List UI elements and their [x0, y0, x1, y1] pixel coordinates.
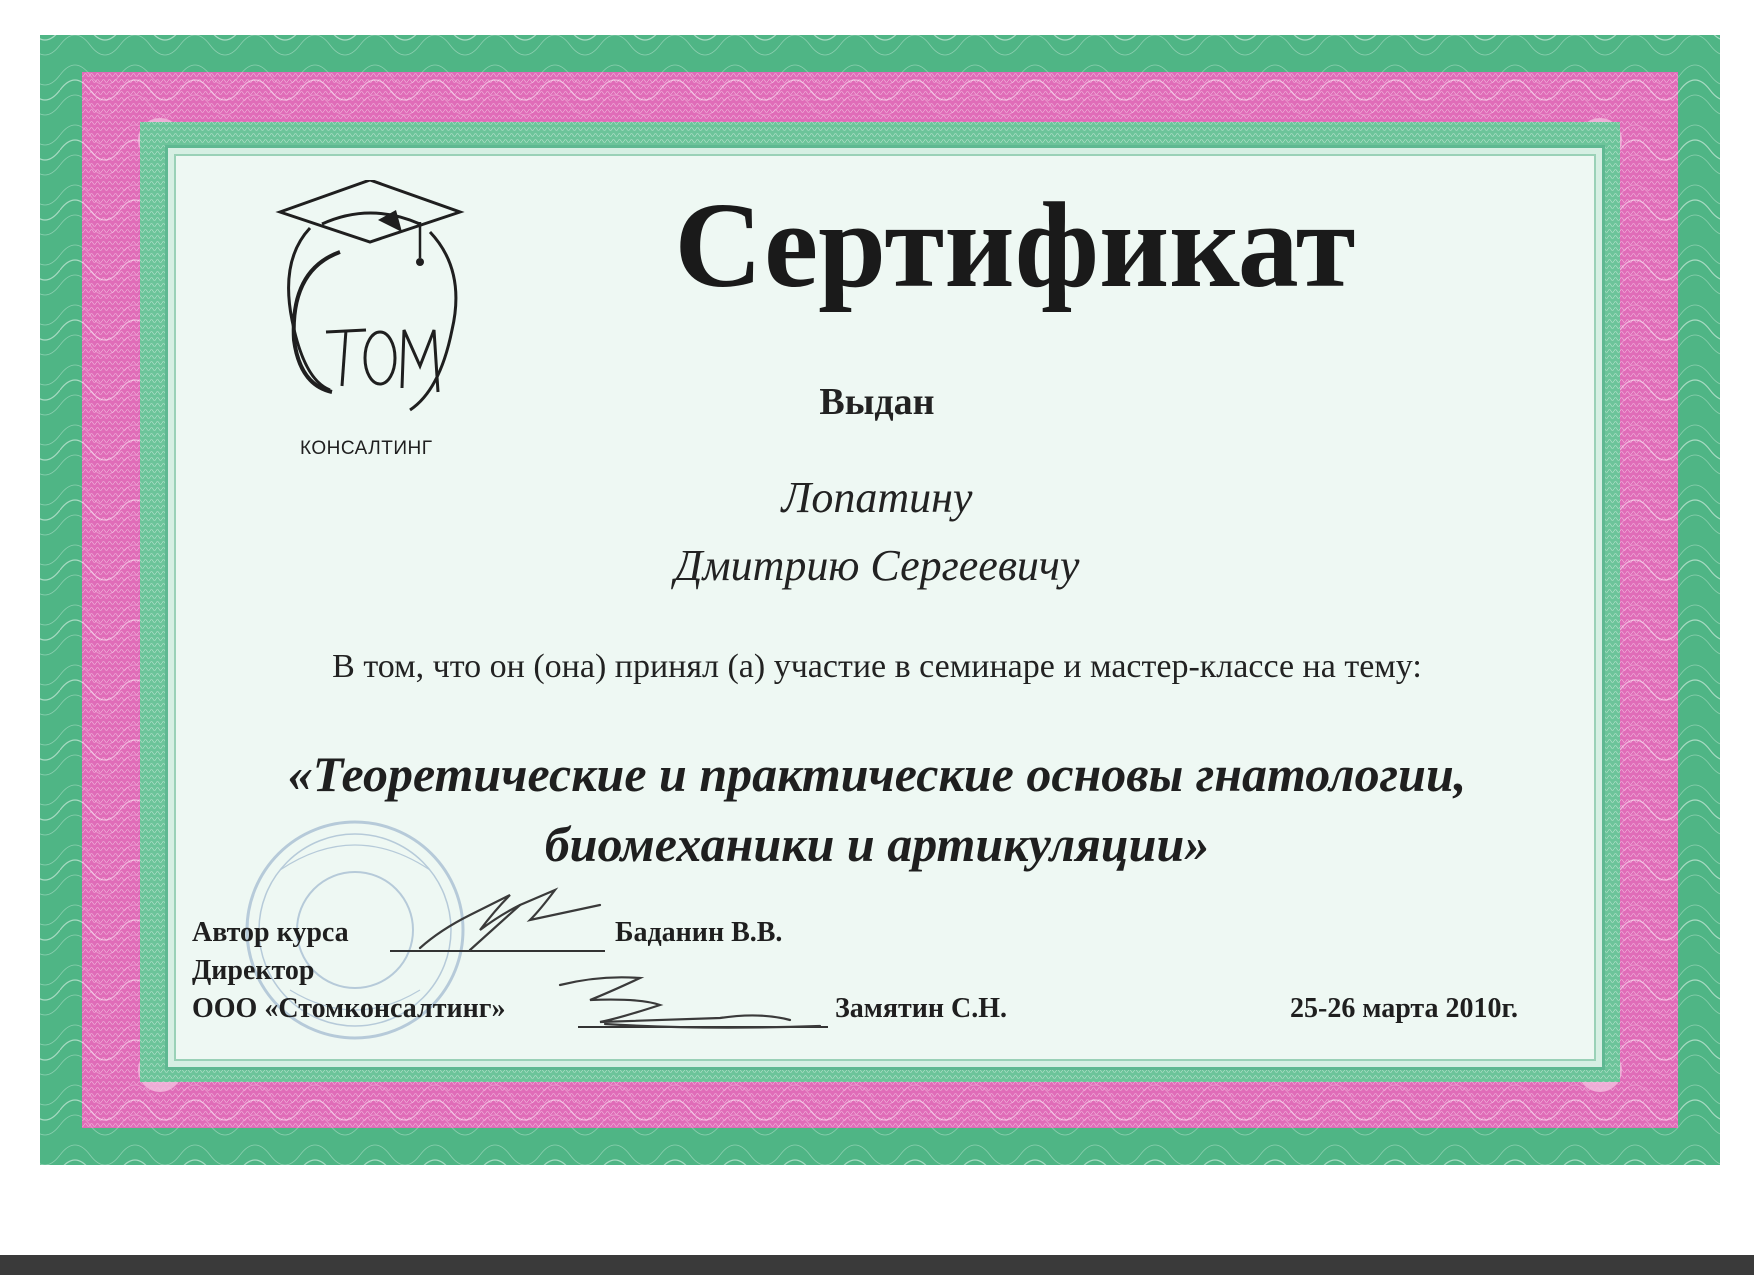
recipient-surname: Лопатину: [781, 473, 973, 522]
company-name: ООО «Стомконсалтинг»: [192, 993, 506, 1024]
author-signature-line: [390, 950, 605, 952]
seminar-topic-line-1: «Теоретические и практические основы гнатологии,: [287, 746, 1467, 802]
issue-date: 25-26 марта 2010г.: [1290, 993, 1519, 1024]
director-label: Директор: [192, 955, 315, 986]
author-label: Автор курса: [192, 917, 349, 948]
issued-label: Выдан: [819, 381, 935, 423]
tooth-with-graduation-cap-icon: [270, 180, 470, 470]
certificate-title: Сертификат: [674, 178, 1356, 313]
logo-wordmark: КОНСАЛТИНГ: [300, 438, 433, 459]
author-name: Баданин В.В.: [615, 917, 783, 948]
director-name: Замятин С.Н.: [835, 993, 1008, 1024]
seminar-topic-line-2: биомеханики и артикуляции»: [544, 816, 1210, 872]
participation-statement: В том, что он (она) принял (а) участие в семинаре и мастер-классе на тему:: [332, 648, 1422, 685]
recipient-given-names: Дмитрию Сергеевичу: [674, 541, 1080, 590]
director-signature-line: [578, 1026, 828, 1028]
scan-edge: [0, 1255, 1754, 1275]
